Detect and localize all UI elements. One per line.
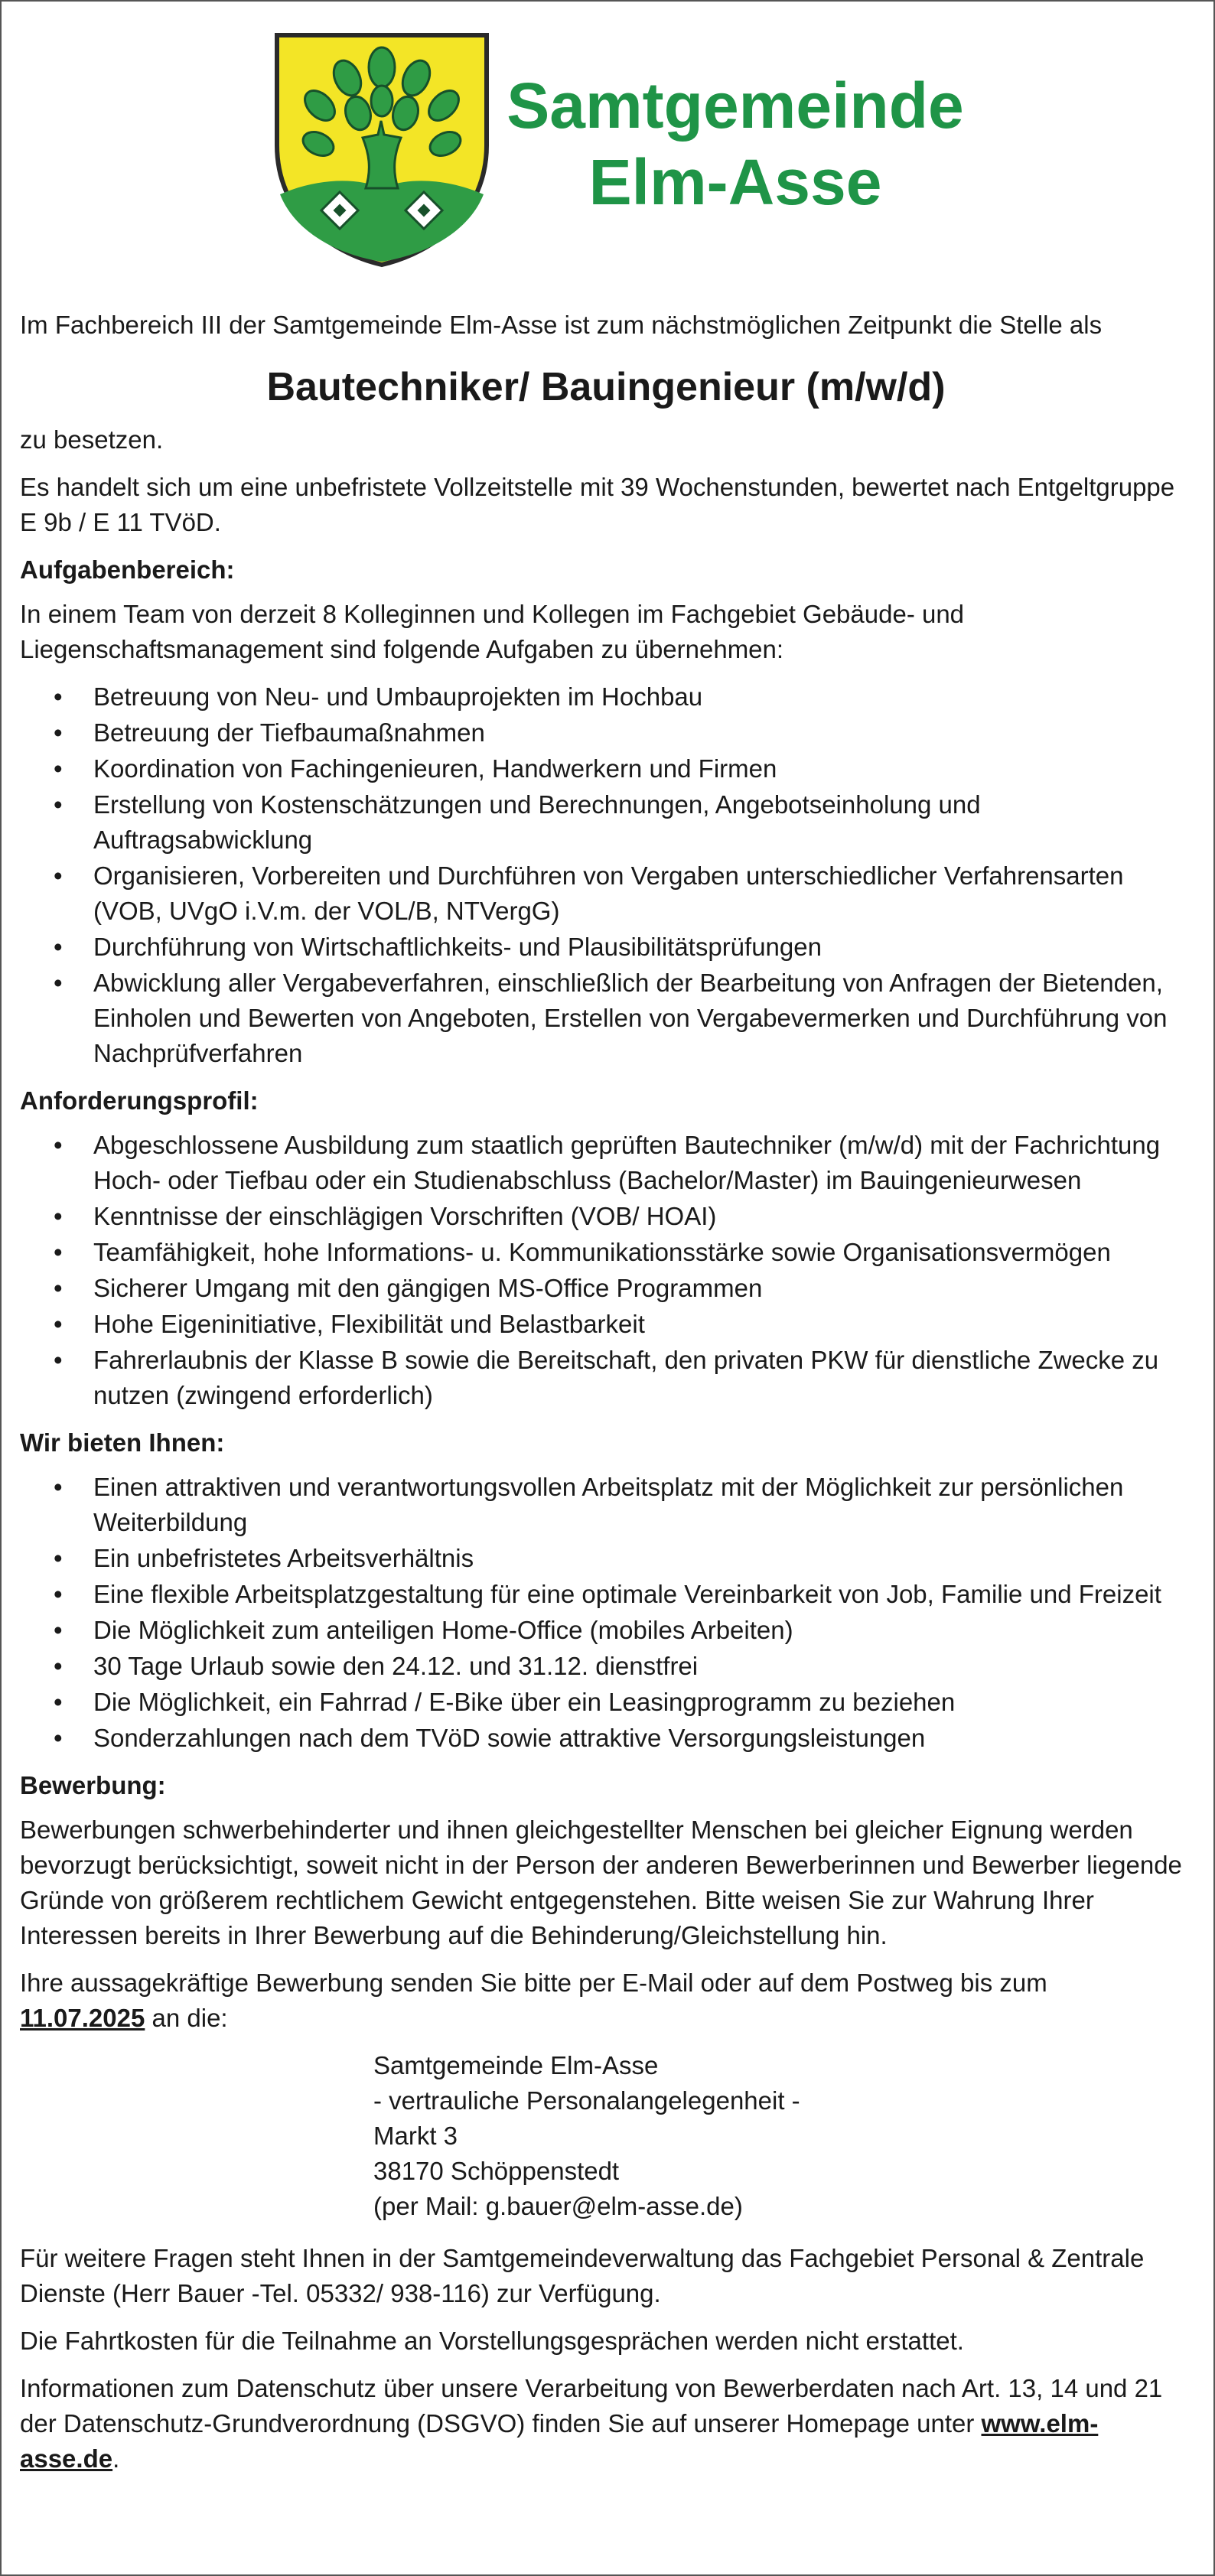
job-title: Bautechniker/ Bauingenieur (m/w/d) [266, 365, 946, 409]
list-item: • Die Möglichkeit zum anteiligen Home-Office (mobiles Arbeiten) [20, 1613, 1192, 1648]
to-fill-text: zu besetzen. [20, 425, 164, 454]
intro-text: Im Fachbereich III der Samtgemeinde Elm-Asse ist zum nächstmöglichen Zeitpunkt die Stelle als [20, 311, 1103, 339]
offer-list [20, 1470, 1192, 1756]
address-line: (per Mail: g.bauer@elm-asse.de) [373, 2192, 743, 2220]
contact-text: Für weitere Fragen steht Ihnen in der Samtgemeindeverwaltung das Fachgebiet Personal & Zentrale Dienste (Herr Bauer -Tel. 05332/ 938-116) zur Verfügung. [20, 2244, 1145, 2307]
address-line: Markt 3 [373, 2122, 458, 2150]
list-item: • Sicherer Umgang mit den gängigen MS-Office Programmen [20, 1271, 1192, 1306]
requirements-heading: Anforderungsprofil: [20, 1086, 259, 1115]
list-item: • Ein unbefristetes Arbeitsverhältnis [20, 1541, 1192, 1576]
list-item: • Kenntnisse der einschlägigen Vorschriften (VOB/ HOAI) [20, 1199, 1192, 1234]
list-item: • Hohe Eigeninitiative, Flexibilität und Belastbarkeit [20, 1307, 1192, 1342]
send-suffix: an die: [145, 2004, 228, 2032]
privacy-end: . [112, 2444, 120, 2473]
address-line: 38170 Schöppenstedt [373, 2157, 620, 2185]
list-item: • Betreuung der Tiefbaumaßnahmen [20, 715, 1192, 751]
send-text: Ihre aussagekräftige Bewerbung senden Sie bitte per E-Mail oder auf dem Postweg bis zum [20, 1969, 1047, 1997]
requirements-list [20, 1128, 1192, 1413]
postal-address [20, 2048, 1192, 2224]
list-item: • Durchführung von Wirtschaftlichkeits- und Plausibilitätsprüfungen [20, 930, 1192, 965]
posting-body [20, 308, 1192, 2477]
list-item: • Einen attraktiven und verantwortungsvollen Arbeitsplatz mit der Möglichkeit zur persönlichen Weiterbildung [20, 1470, 1192, 1540]
org-name-line2: Elm-Asse [588, 146, 882, 218]
tasks-list [20, 679, 1192, 1071]
list-item: • Sonderzahlungen nach dem TVöD sowie attraktive Versorgungsleistungen [20, 1721, 1192, 1756]
list-item: • Koordination von Fachingenieuren, Handwerkern und Firmen [20, 751, 1192, 786]
list-item: • Eine flexible Arbeitsplatzgestaltung für eine optimale Vereinbarkeit von Job, Familie und Freizeit [20, 1577, 1192, 1612]
list-item: • Betreuung von Neu- und Umbauprojekten im Hochbau [20, 679, 1192, 715]
offer-heading: Wir bieten Ihnen: [20, 1428, 225, 1457]
tasks-heading: Aufgabenbereich: [20, 555, 235, 584]
address-line: - vertrauliche Personalangelegenheit - [373, 2086, 800, 2115]
homepage-link[interactable]: www.elm-asse.de [20, 2409, 1099, 2473]
send-instruction [20, 1965, 1192, 2036]
list-item: • Abgeschlossene Ausbildung zum staatlich geprüften Bautechniker (m/w/d) mit der Fachrichtung Hoch- oder Tiefbau oder ein Studienabschluss (Bachelor/Master) im Bauingenieurwesen [20, 1128, 1192, 1198]
list-item: • Fahrerlaubnis der Klasse B sowie die Bereitschaft, den privaten PKW für dienstliche Zwecke zu nutzen (zwingend erforderlich) [20, 1343, 1192, 1413]
list-item: • Organisieren, Vorbereiten und Durchführen von Vergaben unterschiedlicher Verfahrensarten (VOB, UVgO i.V.m. der VOL/B, NTVergG) [20, 858, 1192, 929]
list-item: • Abwicklung aller Vergabeverfahren, einschließlich der Bearbeitung von Anfragen der Bietenden, Einholen und Bewerten von Angeboten, Erstellen von Vergabevermerken und Durchführung von Nachprüfverfahren [20, 966, 1192, 1071]
list-item: • Erstellung von Kostenschätzungen und Berechnungen, Angebotseinholung und Auftragsabwicklung [20, 787, 1192, 858]
coat-of-arms-logo [272, 31, 491, 268]
travel-costs-text: Die Fahrtkosten für die Teilnahme an Vorstellungsgesprächen werden nicht erstattet. [20, 2327, 964, 2355]
address-line: Samtgemeinde Elm-Asse [373, 2051, 659, 2079]
application-paragraph: Bewerbungen schwerbehinderter und ihnen gleichgestellter Menschen bei gleicher Eignung werden bevorzugt berücksichtigt, soweit nicht in der Person der anderen Bewerberinnen und Bewerber liegende Gründe von größerem rechtlichem Gewicht entgegenstehen. Bitte weisen Sie zur Wahrung Ihrer Interessen bereits in Ihrer Bewerbung auf die Behinderung/Gleichstellung hin. [20, 1816, 1182, 1949]
crest-green-base [280, 181, 484, 262]
list-item: • Die Möglichkeit, ein Fahrrad / E-Bike über ein Leasingprogramm zu beziehen [20, 1685, 1192, 1720]
privacy-body: Informationen zum Datenschutz über unsere Verarbeitung von Bewerberdaten nach Art. 13, 14 und 21 der Datenschutz-Grundverordnung (DSGVO) finden Sie auf unserer Homepage unter [20, 2374, 1163, 2438]
org-name [490, 67, 980, 220]
list-item: • Teamfähigkeit, hohe Informations- u. Kommunikationsstärke sowie Organisationsvermögen [20, 1235, 1192, 1270]
position-description: Es handelt sich um eine unbefristete Vollzeitstelle mit 39 Wochenstunden, bewertet nach Entgeltgruppe E 9b / E 11 TVöD. [20, 473, 1175, 536]
deadline-date: 11.07.2025 [20, 2004, 145, 2032]
tasks-intro: In einem Team von derzeit 8 Kolleginnen und Kollegen im Fachgebiet Gebäude- und Liegenschaftsmanagement sind folgende Aufgaben zu übernehmen: [20, 600, 965, 663]
header [20, 2, 1192, 308]
org-name-line1: Samtgemeinde [507, 70, 964, 142]
privacy-text [20, 2371, 1192, 2477]
application-heading: Bewerbung: [20, 1771, 166, 1799]
list-item: • 30 Tage Urlaub sowie den 24.12. und 31.12. dienstfrei [20, 1649, 1192, 1684]
